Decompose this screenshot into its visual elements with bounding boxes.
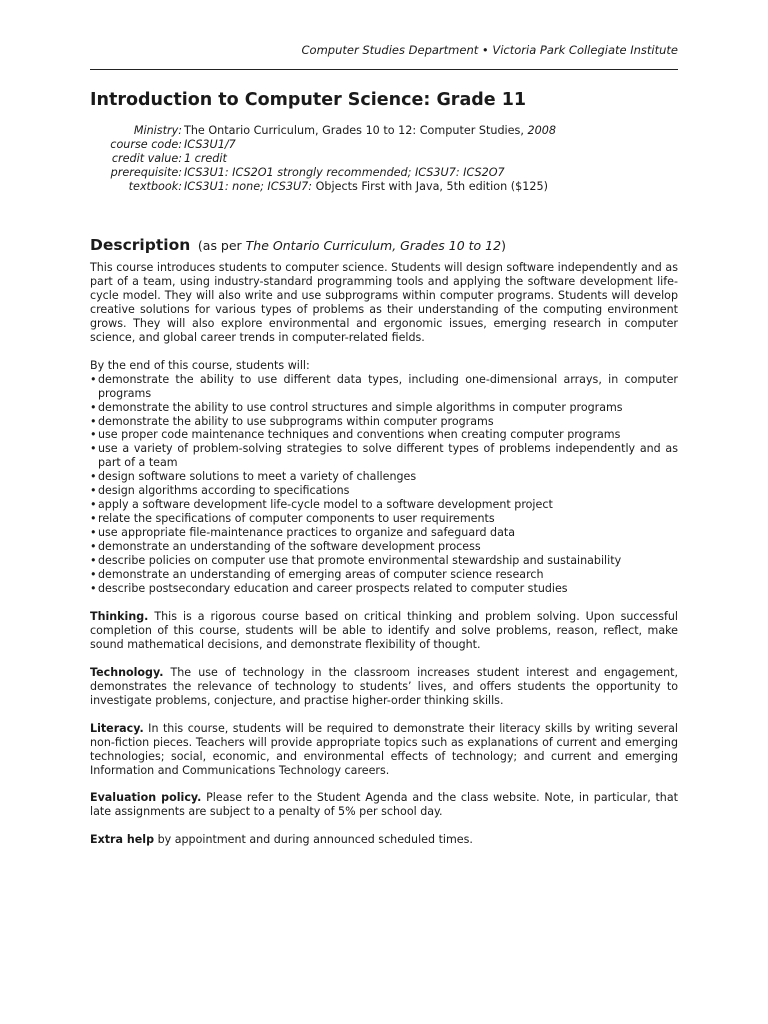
prerequisite-text: ICS3U1: ICS2O1 strongly recommended; ICS3U7: ICS2O7 — [184, 166, 505, 179]
description-heading — [90, 228, 506, 256]
ministry-value — [184, 124, 556, 138]
list-item: • design software solutions to meet a variety of challenges — [90, 470, 678, 484]
evaluation-label: Evaluation policy. — [90, 791, 202, 805]
header-rule — [90, 69, 678, 70]
evaluation-text: Please refer to the Student Agenda and the class website. Note, in particular, that late assignments are subject to a penalty of 5% per school day. — [90, 791, 678, 819]
list-item: • demonstrate the ability to use subprograms within computer programs — [90, 415, 678, 429]
credit-value-text: 1 credit — [184, 152, 227, 165]
list-item: • apply a software development life-cycle model to a software development project — [90, 498, 678, 512]
description-body — [90, 261, 678, 861]
list-item: • relate the specifications of computer components to user requirements — [90, 512, 678, 526]
info-row-textbook — [90, 180, 556, 194]
list-item: • demonstrate an understanding of the software development process — [90, 540, 678, 554]
prerequisite-label: prerequisite: — [110, 166, 182, 179]
department-header: Computer Studies Department • Victoria Park Collegiate Institute — [301, 43, 678, 57]
info-row-ministry — [90, 124, 556, 138]
evaluation-paragraph — [90, 791, 678, 819]
list-item: • describe policies on computer use that promote environmental stewardship and sustainability — [90, 554, 678, 568]
textbook-text: Objects First with Java, 5th edition ($125) — [315, 180, 548, 193]
course-code-value — [184, 138, 236, 152]
description-title: Description — [90, 236, 191, 254]
thinking-text: This is a rigorous course based on critical thinking and problem solving. Upon successful completion of this course, students will be able to identify and solve problems, reason, reflect, make sound mathematical decisions, and demonstrate flexibility of thought. — [90, 609, 678, 651]
credit-value-value — [184, 152, 227, 166]
list-item: • demonstrate an understanding of emerging areas of computer science research — [90, 568, 678, 582]
technology-paragraph — [90, 666, 678, 708]
info-row-course-code — [90, 138, 556, 152]
prerequisite-value — [184, 166, 505, 180]
textbook-label: textbook: — [128, 180, 182, 193]
extra-help-paragraph — [90, 833, 678, 847]
ministry-text: The Ontario Curriculum, Grades 10 to 12: Computer Studies, — [184, 124, 524, 137]
source-title: The Ontario Curriculum, Grades 10 to 12 — [245, 238, 502, 253]
course-code-label: course code: — [110, 138, 182, 151]
ministry-label: Ministry: — [133, 124, 182, 137]
source-suffix: ) — [501, 238, 506, 253]
description-source — [198, 238, 506, 253]
thinking-paragraph — [90, 610, 678, 652]
outcomes-list — [90, 373, 678, 596]
literacy-paragraph — [90, 722, 678, 778]
intro-paragraph: This course introduces students to computer science. Students will design software independently and as part of a team, using industry-standard programming tools and applying the software development life-cycle model. They will also write and use subprograms within computer programs. Students will develop creative solutions for various types of problems as their understanding of the computing environment grows. They will also explore environmental and ergonomic issues, emerging research in computer science, and global career trends in computer-related fields. — [90, 261, 678, 344]
source-prefix: (as per — [197, 238, 246, 253]
textbook-italic: ICS3U1: none; ICS3U7: — [184, 180, 313, 193]
list-item: • design algorithms according to specifications — [90, 484, 678, 498]
info-row-credit-value — [90, 152, 556, 166]
course-code-text: ICS3U1/7 — [184, 138, 236, 151]
literacy-text: In this course, students will be required to demonstrate their literacy skills by writing several non-fiction pieces. Teachers will provide appropriate topics such as explanations of current and emerging technologies; social, economic, and environmental effects of technology; and current and emerging Information and Communications Technology careers. — [90, 721, 679, 777]
extra-help-label: Extra help — [90, 833, 155, 847]
ministry-year: 2008 — [527, 124, 556, 137]
list-item: • use proper code maintenance techniques and conventions when creating computer programs — [90, 428, 678, 442]
list-item: • use a variety of problem-solving strategies to solve different types of problems independently and as part of a team — [90, 442, 678, 470]
technology-label: Technology. — [90, 665, 164, 679]
extra-help-text: by appointment and during announced scheduled times. — [157, 833, 473, 847]
outcomes-intro: By the end of this course, students will: — [90, 358, 310, 372]
list-item: • demonstrate the ability to use control structures and simple algorithms in computer programs — [90, 401, 678, 415]
page-title: Introduction to Computer Science: Grade 11 — [90, 90, 527, 110]
course-info — [90, 124, 556, 194]
thinking-label: Thinking. — [90, 609, 149, 623]
technology-text: The use of technology in the classroom increases student interest and engagement, demonstrates the relevance of technology to students’ lives, and offers students the opportunity to investigate problems, conjecture, and practise higher-order thinking skills. — [90, 665, 678, 707]
info-row-prerequisite — [90, 166, 556, 180]
literacy-label: Literacy. — [90, 721, 144, 735]
list-item: • demonstrate the ability to use different data types, including one-dimensional arrays, in computer programs — [90, 373, 678, 401]
textbook-value — [184, 180, 548, 194]
list-item: • describe postsecondary education and career prospects related to computer studies — [90, 582, 678, 596]
credit-value-label: credit value: — [111, 152, 182, 165]
list-item: • use appropriate file-maintenance practices to organize and safeguard data — [90, 526, 678, 540]
